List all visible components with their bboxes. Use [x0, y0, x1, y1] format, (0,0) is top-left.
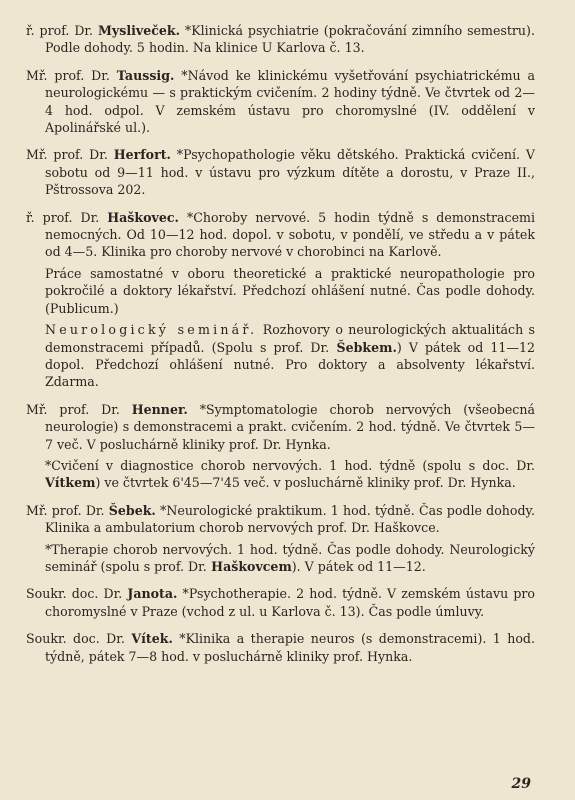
- lecturer-title: ř. prof. Dr.: [26, 209, 100, 225]
- course-entry-myslivecek: [26, 22, 535, 57]
- page-number: 29: [511, 776, 531, 792]
- lecturer-name: Šebek.: [108, 502, 156, 518]
- entry-paragraph: [26, 209, 535, 261]
- entry-paragraph: [26, 585, 535, 620]
- course-description: *Cvičení v diagnostice chorob nervových. 1 hod. týdně (spolu s doc. Dr.: [45, 457, 535, 473]
- course-entry-vitek: [26, 630, 535, 665]
- lecturer-name: Mysliveček.: [97, 23, 181, 38]
- sub-paragraph: [26, 541, 535, 576]
- course-entry-janota: [26, 585, 535, 620]
- course-description: ) V pátek od 11—12 dopol. Předchozí ohlášení nutné. Pro doktory a absolventy lékařství. Zdarma.: [45, 339, 536, 390]
- course-entry-taussig: [26, 67, 535, 137]
- course-description: *Klinická psychiatrie (pokračování zimního semestru). Podle dohody. 5 hodin. Na klinice U Karlova č. 13.: [45, 23, 535, 56]
- sub-paragraph: [26, 265, 535, 317]
- entry-paragraph: [26, 22, 535, 57]
- course-entry-henner: [26, 401, 535, 492]
- course-entry-haskovec: [26, 209, 535, 391]
- entry-paragraph: [26, 502, 535, 537]
- lecturer-title: Soukr. doc. Dr.: [26, 586, 123, 602]
- course-description: *Neurologické praktikum. 1 hod. týdně. Čas podle dohody. Klinika a ambulatorium chorob nervových prof. Dr. Haškovce.: [45, 502, 535, 536]
- course-description: *Psychotherapie. 2 hod. týdně. V zemském ústavu pro choromyslné v Praze (vchod z ul. u Karlova č. 13). Čas podle úmluvy.: [45, 586, 535, 619]
- course-description: *Therapie chorob nervových. 1 hod. týdně. Čas podle dohody. Neurologický seminář (spolu s prof. Dr.: [45, 541, 535, 574]
- entry-paragraph: [26, 146, 535, 198]
- entry-paragraph: [26, 630, 535, 665]
- lecturer-name: Vítek.: [131, 631, 173, 647]
- sub-paragraph: [26, 457, 535, 492]
- lecturer-name: Vítkem: [45, 475, 96, 491]
- lecturer-name: Šebkem.: [329, 339, 397, 355]
- course-description: *Návod ke klinickému vyšetřování psychiatrickému a neurologickému — s praktickým cvičením. 2 hodiny týdně. Ve čtvrtek od 2—4 hod. odpol. V zemském ústavu pro choromyslné (IV. oddělení v Apolinářské ul.).: [45, 67, 536, 136]
- course-entry-herfort: [26, 146, 535, 198]
- lecturer-title: Mř. prof. Dr.: [26, 147, 108, 163]
- lecturer-title: Mř. prof. Dr.: [26, 502, 105, 518]
- sub-paragraph: [26, 321, 535, 391]
- entry-paragraph: [26, 401, 535, 453]
- lecturer-name: Janota.: [127, 586, 178, 602]
- lecturer-name: Haškovcem: [206, 558, 292, 574]
- course-description: *Psychopathologie věku dětského. Praktická cvičení. V sobotu od 9—11 hod. v ústavu pro výzkum dítěte a dorostu, v Praze II., Pštrossova 202.: [45, 147, 535, 198]
- course-description: *Klinika a therapie neuros (s demonstracemi). 1 hod. týdně, pátek 7—8 hod. v posluchárně kliniky prof. Hynka.: [45, 631, 535, 664]
- lecturer-title: ř. prof. Dr.: [26, 23, 94, 38]
- lecturer-title: Mř. prof. Dr.: [26, 401, 120, 417]
- lecturer-title: Soukr. doc. Dr.: [26, 631, 125, 647]
- course-description: Práce samostatné v oboru theoretické a praktické neuropathologie pro pokročilé a doktory lékařství. Předchozí ohlášení nutné. Čas podle dohody. (Publicum.): [45, 265, 535, 316]
- course-description: *Choroby nervové. 5 hodin týdně s demonstracemi nemocných. Od 10—12 hod. dopol. v sobotu, v pondělí, ve středu a v pátek od 4—5. Klinika pro choroby nervové v chorobinci na Karlově.: [45, 209, 535, 260]
- lecturer-name: Taussig.: [116, 67, 175, 83]
- seminar-title: Neurologický seminář.: [45, 322, 258, 338]
- course-description: ) ve čtvrtek 6'45—7'45 več. v posluchárně kliniky prof. Dr. Hynka.: [95, 475, 516, 491]
- lecturer-name: Herfort.: [113, 147, 171, 163]
- entry-paragraph: [26, 67, 535, 137]
- course-description: *Symptomatologie chorob nervových (všeobecná neurologie) s demonstracemi a prakt. cvičením. 2 hod. týdně. Ve čtvrtek 5—7 več. V posluchárně kliniky prof. Dr. Hynka.: [45, 401, 535, 452]
- lecturer-title: Mř. prof. Dr.: [26, 67, 110, 83]
- course-description: ). V pátek od 11—12.: [291, 558, 426, 574]
- lecturer-name: Haškovec.: [107, 209, 179, 225]
- course-entry-sebek: [26, 502, 535, 576]
- course-description: Rozhovory o neurologických aktualitách s demonstracemi případů. (Spolu s prof. Dr.: [45, 322, 535, 355]
- lecturer-name: Henner.: [131, 401, 188, 417]
